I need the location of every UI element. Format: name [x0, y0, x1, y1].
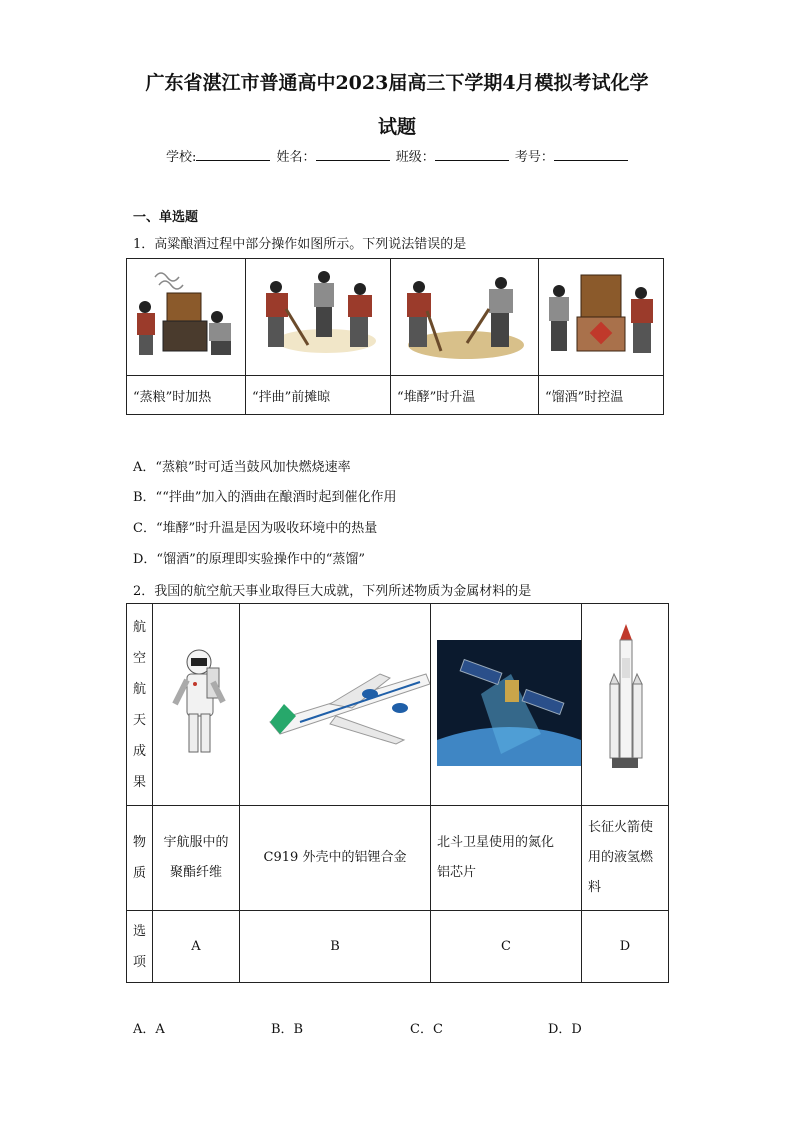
caption-mixing: “拌曲”前摊晾: [246, 376, 391, 415]
question-2-stem: 2．我国的航空航天事业取得巨大成就，下列所述物质为金属材料的是: [133, 584, 532, 599]
section-title: 一、单选题: [133, 210, 199, 225]
material-b: C919 外壳中的铝锂合金: [240, 806, 431, 911]
caption-distilling: “馏酒”时控温: [539, 376, 664, 415]
q2-answer-c[interactable]: C．C: [410, 1022, 443, 1037]
row-head-option: 选 项: [127, 911, 153, 983]
long-march-rocket-image: [582, 604, 668, 801]
q1-cell-mixing: [246, 259, 391, 376]
q2-answer-d[interactable]: D．D: [548, 1022, 582, 1037]
q1-option-d[interactable]: D．“馏酒”的原理即实验操作中的“蒸馏”: [133, 552, 366, 567]
q2-achievement-table: [126, 603, 669, 983]
exam-title-line1: 广东省湛江市普通高中2023届高三下学期4月模拟考试化学: [145, 72, 649, 94]
q1-image-table: [126, 258, 664, 415]
pile-fermentation-illustration: [391, 259, 538, 375]
q1-cell-distilling: [539, 259, 664, 376]
row-head-substance: 物 质: [127, 806, 153, 911]
name-label: 姓名：: [276, 150, 316, 165]
q2-answer-a[interactable]: A．A: [133, 1022, 165, 1037]
q1-cell-fermenting: [391, 259, 539, 376]
material-a: 宇航服中的 聚酯纤维: [153, 806, 240, 911]
material-c: 北斗卫星使用的氮化 铝芯片: [431, 806, 582, 911]
c919-aircraft-image: [240, 604, 430, 801]
student-info-line: [166, 146, 630, 165]
school-label: 学校:: [166, 150, 197, 165]
question-1-stem: 1．高粱酿酒过程中部分操作如图所示。下列说法错误的是: [133, 237, 467, 252]
steaming-grain-illustration: [127, 259, 245, 375]
q2-answer-b[interactable]: B．B: [271, 1022, 304, 1037]
beidou-satellite-image: [431, 604, 581, 801]
mixing-yeast-illustration: [246, 259, 390, 375]
exam-title-line2: 试题: [377, 116, 416, 138]
id-blank[interactable]: [554, 148, 628, 161]
distillation-illustration: [539, 259, 663, 375]
astronaut-image: [153, 604, 239, 801]
row-head-achievement: 航 空 航 天 成 果: [127, 604, 153, 806]
name-blank[interactable]: [316, 148, 390, 161]
material-d: 长征火箭使 用的液氢燃 料: [582, 806, 669, 911]
option-letter-a: A: [153, 911, 240, 983]
q1-option-a[interactable]: A．“蒸粮”时可适当鼓风加快燃烧速率: [133, 460, 351, 475]
cell-satellite: [431, 604, 582, 806]
cell-aircraft: [240, 604, 431, 806]
class-blank[interactable]: [435, 148, 509, 161]
q1-cell-steaming: [127, 259, 246, 376]
cell-astronaut: [153, 604, 240, 806]
school-blank[interactable]: [196, 148, 270, 161]
option-letter-b: B: [240, 911, 431, 983]
id-label: 考号：: [514, 150, 554, 165]
option-letter-c: C: [431, 911, 582, 983]
q1-option-c[interactable]: C．“堆酵”时升温是因为吸收环境中的热量: [133, 521, 378, 536]
cell-rocket: [582, 604, 669, 806]
caption-steaming: “蒸粮”时加热: [127, 376, 246, 415]
q1-option-b[interactable]: B．““拌曲”加入的酒曲在酿酒时起到催化作用: [133, 490, 397, 505]
class-label: 班级：: [395, 150, 435, 165]
caption-fermenting: “堆酵”时升温: [391, 376, 539, 415]
option-letter-d: D: [582, 911, 669, 983]
